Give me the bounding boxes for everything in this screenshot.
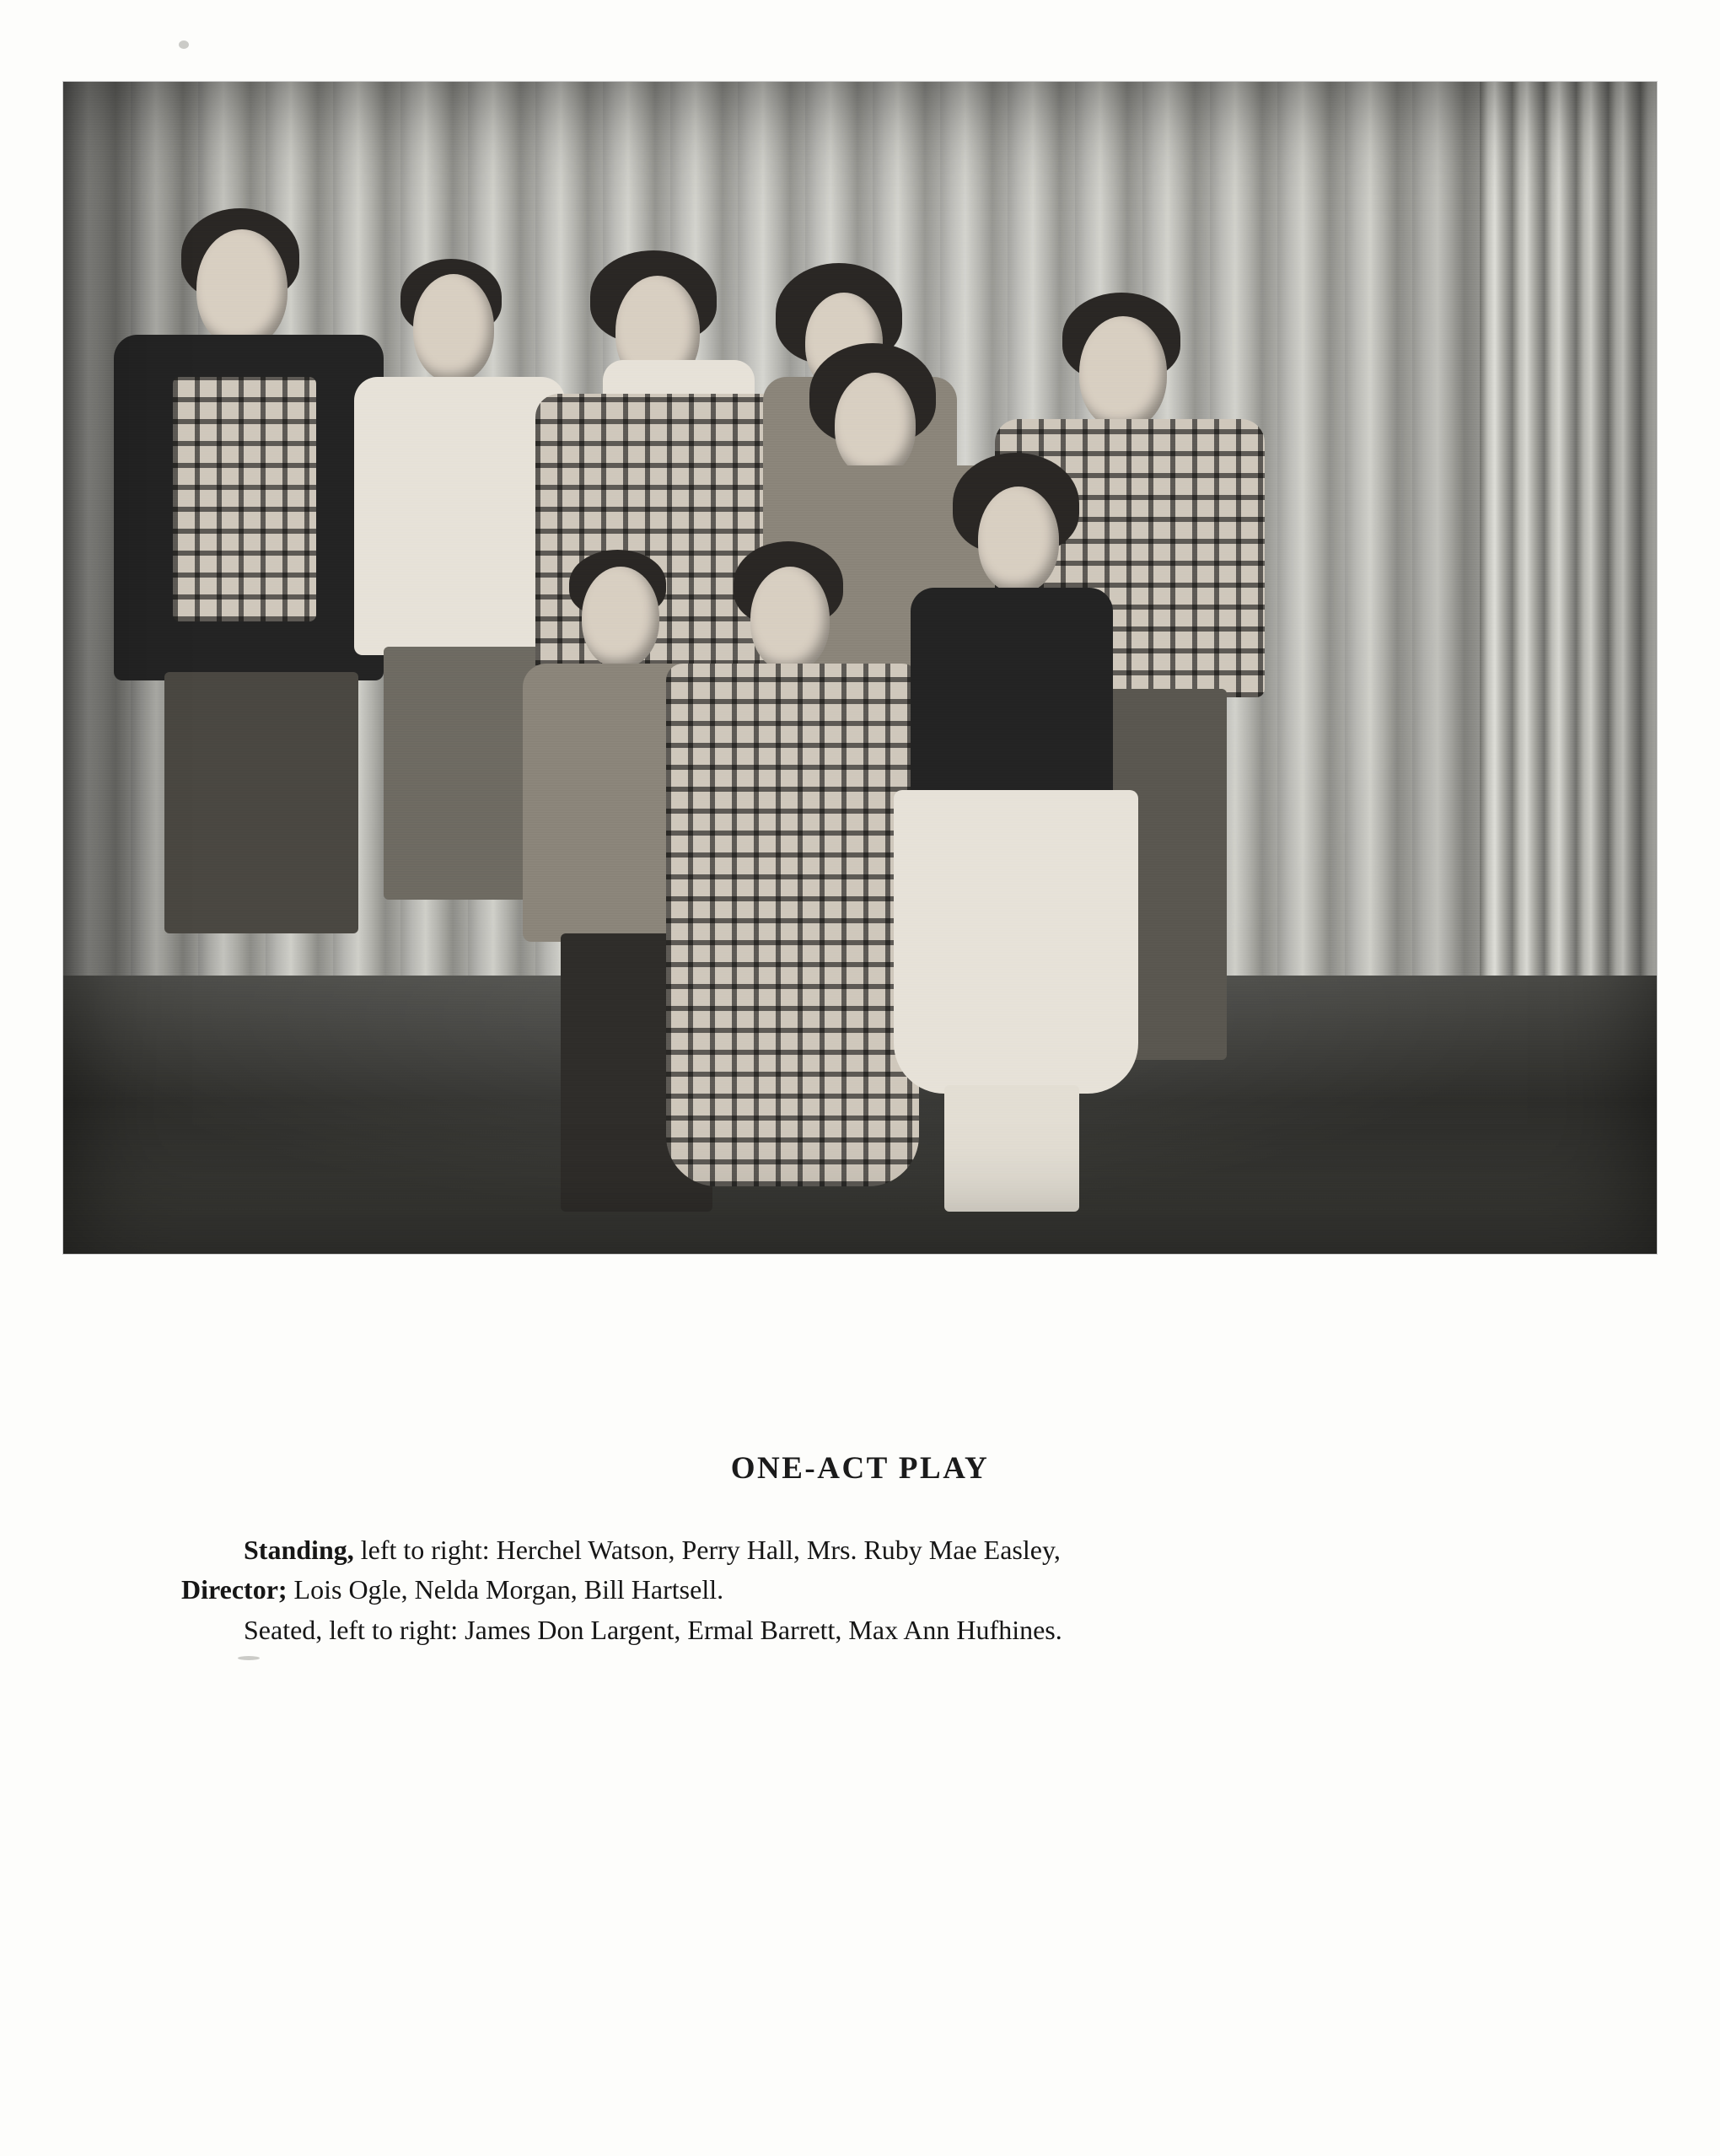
- standing-names-2: Lois Ogle, Nelda Morgan, Bill Hartsell.: [287, 1574, 724, 1605]
- caption-text: [181, 1530, 1539, 1650]
- standing-names-1: left to right: Herchel Watson, Perry Hall, Mrs. Ruby Mae Easley,: [353, 1535, 1061, 1565]
- cast-photograph: [63, 82, 1657, 1254]
- director-label: Director;: [181, 1574, 288, 1605]
- caption-standing-line-2: [181, 1570, 1539, 1610]
- standing-label: Standing,: [244, 1535, 354, 1565]
- caption-seated-line: Seated, left to right: James Don Largent, Ermal Barrett, Max Ann Hufhines.: [244, 1614, 1062, 1645]
- scan-speck: [179, 40, 189, 49]
- page-title: ONE-ACT PLAY: [730, 1451, 990, 1486]
- scan-speck: [238, 1656, 260, 1660]
- caption-standing-line-1: [181, 1530, 1539, 1570]
- caption-block: [0, 1450, 1720, 1650]
